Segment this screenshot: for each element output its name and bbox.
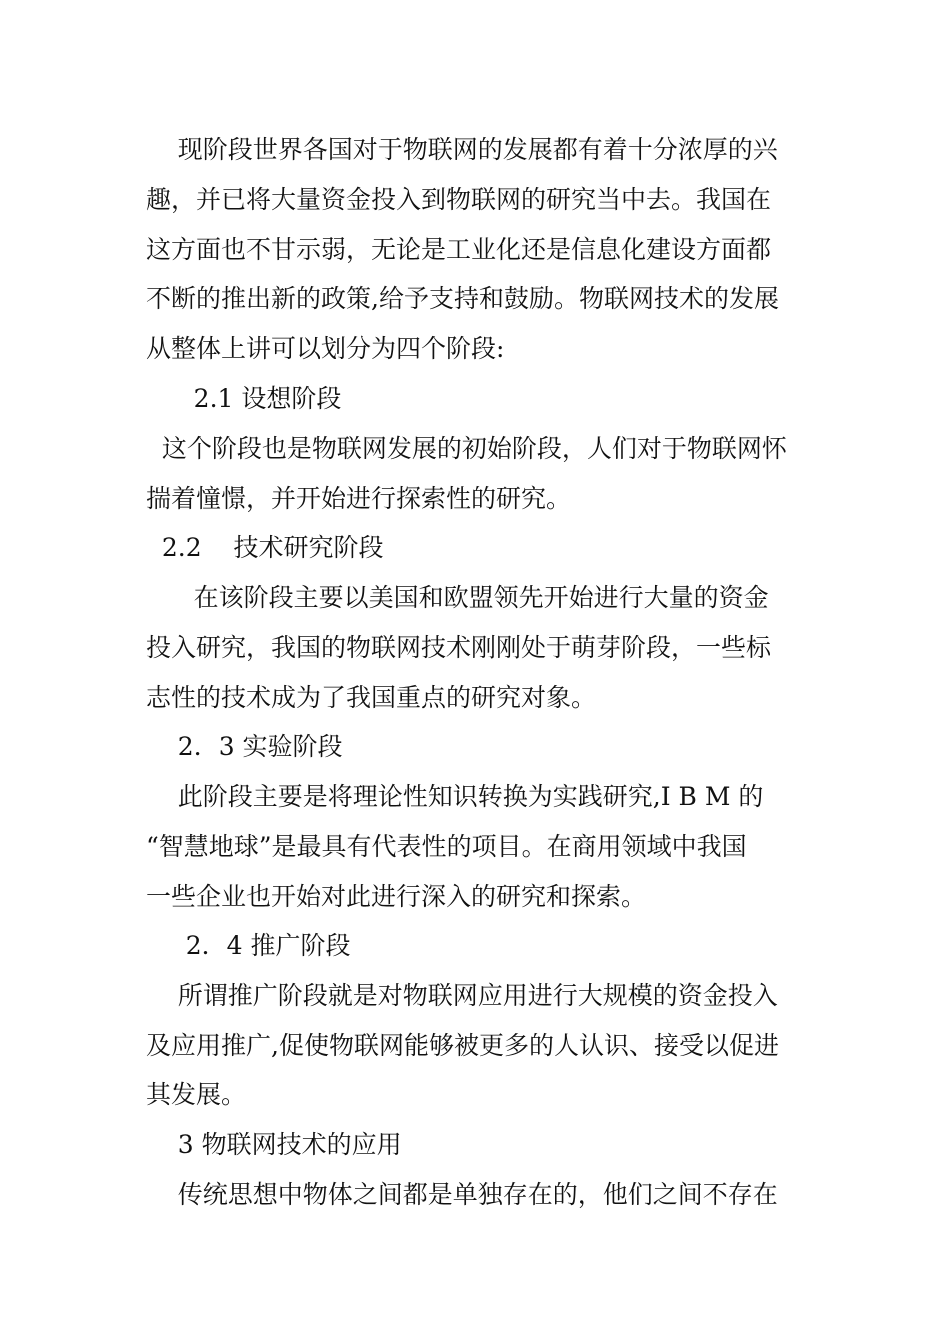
paragraph-line: 投入研究，我国的物联网技术刚刚处于萌芽阶段，一些标 bbox=[146, 633, 772, 662]
paragraph-line: 一些企业也开始对此进行深入的研究和探索。 bbox=[146, 882, 647, 911]
section-heading: 2．4 推广阶段 bbox=[146, 931, 351, 960]
paragraph-line: 现阶段世界各国对于物联网的发展都有着十分浓厚的兴 bbox=[146, 135, 778, 164]
paragraph-line: 这个阶段也是物联网发展的初始阶段，人们对于物联网怀 bbox=[146, 434, 787, 463]
section-heading: 3 物联网技术的应用 bbox=[146, 1130, 402, 1159]
paragraph-line: 趣，并已将大量资金投入到物联网的研究当中去。我国在 bbox=[146, 185, 772, 214]
paragraph-line: 这方面也不甘示弱，无论是工业化还是信息化建设方面都 bbox=[146, 235, 772, 264]
paragraph-line: 揣着憧憬，并开始进行探索性的研究。 bbox=[146, 484, 572, 513]
paragraph-line: 志性的技术成为了我国重点的研究对象。 bbox=[146, 683, 597, 712]
paragraph-line: 其发展。 bbox=[146, 1080, 247, 1109]
paragraph-line: 不断的推出新的政策,给予支持和鼓励。物联网技术的发展 bbox=[146, 284, 779, 313]
paragraph-line: 及应用推广,促使物联网能够被更多的人认识、接受以促进 bbox=[146, 1031, 779, 1060]
section-heading: 2.1 设想阶段 bbox=[146, 384, 342, 413]
paragraph-line: 在该阶段主要以美国和欧盟领先开始进行大量的资金 bbox=[146, 583, 769, 612]
paragraph-line: 从整体上讲可以划分为四个阶段: bbox=[146, 334, 505, 363]
paragraph-line: 传统思想中物体之间都是单独存在的，他们之间不存在 bbox=[146, 1180, 778, 1209]
paragraph-line: 此阶段主要是将理论性知识转换为实践研究,I B M 的 bbox=[146, 782, 764, 811]
paragraph-line: “智慧地球”是最具有代表性的项目。在商用领域中我国 bbox=[146, 832, 747, 861]
paragraph-line: 所谓推广阶段就是对物联网应用进行大规模的资金投入 bbox=[146, 981, 778, 1010]
section-heading: 2．3 实验阶段 bbox=[146, 732, 343, 761]
section-heading: 2.2 技术研究阶段 bbox=[146, 533, 384, 562]
